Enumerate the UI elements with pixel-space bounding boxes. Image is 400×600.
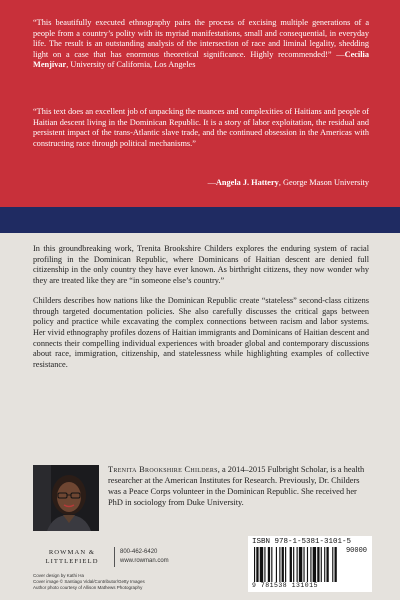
barcode-bar xyxy=(260,547,263,582)
endorsement-quote xyxy=(33,107,369,149)
author-photo xyxy=(33,465,99,531)
isbn-number: ISBN 978-1-5381-3101-5 xyxy=(252,538,352,546)
barcode-bar xyxy=(264,547,265,582)
credit-line: Cover image © Santiago Vidal/Contributor/Getty Images xyxy=(33,579,145,584)
barcode-bar xyxy=(299,547,302,582)
navy-band xyxy=(0,207,400,233)
author-name: Trenita Brookshire Childers xyxy=(108,465,218,474)
barcode-digits: 9 781538 131015 xyxy=(252,582,319,589)
endorser-name: Angela J. Hattery xyxy=(215,178,279,187)
barcode-bar xyxy=(310,547,311,582)
author-portrait-image xyxy=(33,465,99,531)
publisher-contact xyxy=(120,548,169,566)
publisher-name-line2: LITTLEFIELD xyxy=(45,558,99,565)
publisher-name-line1: ROWMAN & xyxy=(48,549,96,556)
barcode-bars xyxy=(254,547,366,582)
barcode-bar xyxy=(326,547,328,582)
description-paragraph: Childers describes how nations like the Dominican Republic create “stateless” second-class citizens through targeted documentation policies. She also carefully discusses the critical gaps between policy and practice while excavating the complex connections between racism and labor systems. Her vivid ethnography profiles dozens of Haitian immigrants and Dominicans of Haitian descent and connects their compelling individual experiences with broader global and contemporary discussions about race, immigration, citizenship, and statelessness while highlighting examples of collective resistance. xyxy=(33,295,369,370)
publisher-phone: 800-462-6420 xyxy=(120,549,158,555)
endorsement-text: “This beautifully executed ethnography pairs the process of excising multiple generations of a people from a country’s polity with its myriad manifestations, small and consequential, in everyday life. The result is an outstanding analysis of the intersection of race and liminal legality, shedding light on a case that has enormous theoretical significance. Highly recommended!” — xyxy=(33,18,369,59)
attribution-dash: — xyxy=(207,178,216,187)
barcode-bar xyxy=(285,547,286,582)
barcode-bar xyxy=(303,547,304,582)
book-description xyxy=(33,244,369,380)
endorsements-panel xyxy=(0,0,400,207)
publisher-logo xyxy=(33,548,111,566)
barcode-bar xyxy=(268,547,270,582)
barcode-bar xyxy=(279,547,280,582)
cover-credits xyxy=(33,573,145,591)
barcode-bar xyxy=(293,547,294,582)
author-bio-text: , a 2014–2015 Fulbright Scholar, is a health researcher at the American Institutes for Research. Previously, Dr. Childers was a Peace Corps volunteer in the Dominican Republic. She received her PhD in sociology from Duke University. xyxy=(108,465,365,507)
endorsement-text: “This text does an excellent job of unpacking the nuances and complexities of Haitians and people of Haitian descent living in the Dominican Republic. It is a story of labor exploitation, the residual and persistent impact of the trans-Atlantic slave trade, and the continued obsession in the Americas with constructing race through political mechanisms.” xyxy=(33,107,369,148)
publisher-divider xyxy=(114,547,115,567)
barcode-bar xyxy=(332,547,333,582)
barcode-bar xyxy=(317,547,319,582)
barcode-bar xyxy=(256,547,258,582)
barcode-bar xyxy=(324,547,325,582)
barcode-bar xyxy=(297,547,298,582)
endorser-affiliation: , University of California, Los Angeles xyxy=(66,60,196,70)
endorsement-attribution xyxy=(33,178,369,189)
author-bio xyxy=(108,465,370,509)
barcode-bar xyxy=(276,547,277,582)
barcode-bar xyxy=(307,547,308,582)
endorsement-quote xyxy=(33,18,369,71)
isbn-barcode xyxy=(248,536,372,592)
barcode-bar xyxy=(282,547,284,582)
publisher-website: www.rowman.com xyxy=(120,558,169,564)
barcode-bar xyxy=(290,547,292,582)
credit-line: Cover design by Kathi Ha xyxy=(33,573,85,578)
barcode-bar xyxy=(313,547,316,582)
endorser-name: Cecilia Menjívar xyxy=(33,49,369,70)
endorser-affiliation: , George Mason University xyxy=(278,178,369,187)
barcode-bar xyxy=(335,547,337,582)
price-code: 90000 xyxy=(345,547,367,555)
barcode-bar xyxy=(271,547,272,582)
description-paragraph: In this groundbreaking work, Trenita Brookshire Childers explores the enduring system of racial profiling in the Dominican Republic, where Dominicans of Haitian descent are denied full citizenship in the only country they have ever known. As birthright citizens, they now wonder why they are treated like they are “in someone else’s country.” xyxy=(33,244,369,286)
barcode-bar xyxy=(254,547,255,582)
barcode-bar xyxy=(321,547,322,582)
credit-line: Author photo courtesy of Allison Mathews Photography xyxy=(33,585,143,590)
